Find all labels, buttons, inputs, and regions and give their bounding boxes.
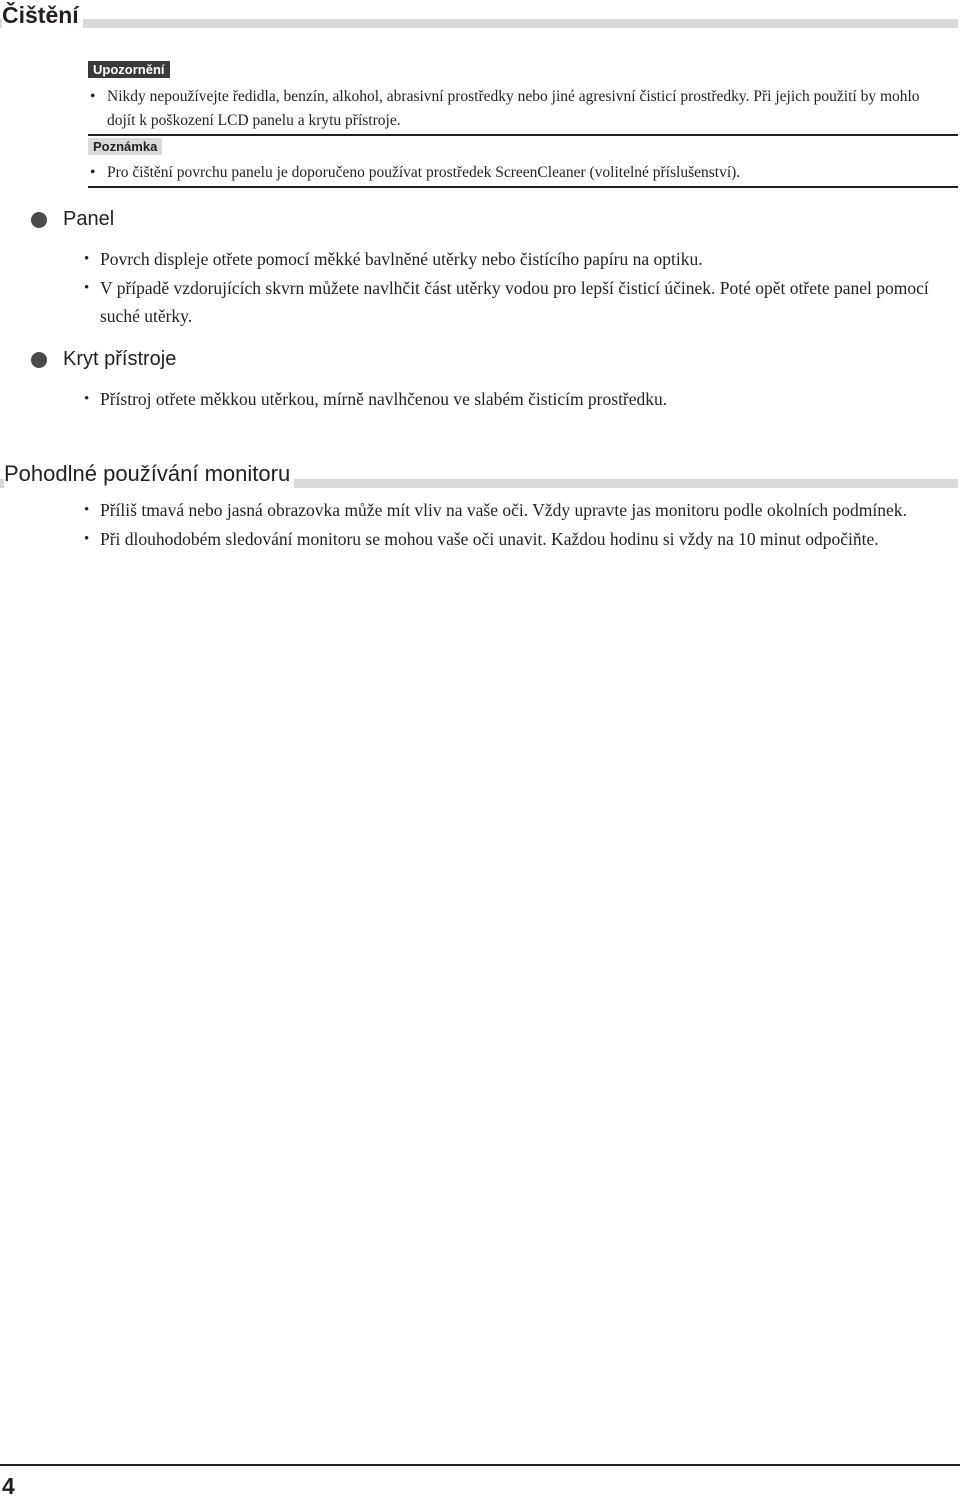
comfort-heading: Pohodlné používání monitoru: [4, 460, 294, 488]
section-title: [0, 0, 960, 32]
cabinet-heading: Kryt přístroje: [63, 348, 177, 370]
page-title: Čištění: [2, 1, 83, 29]
panel-heading: Panel: [63, 208, 115, 230]
warning-divider: [88, 134, 958, 136]
list-item: • Příliš tmavá nebo jasná obrazovka může mít vliv na vaše oči. Vždy upravte jas monitoru podle okolních podmínek.: [84, 496, 954, 524]
note-badge: Poznámka: [88, 138, 162, 155]
warning-label-row: [88, 61, 958, 79]
comfort-section-title: [0, 460, 960, 490]
panel-list: [84, 245, 954, 331]
bullet-circle-icon: [31, 212, 47, 228]
list-item: • Při dlouhodobém sledování monitoru se mohou vaše oči unavit. Každou hodinu si vždy na 10 minut odpočiňte.: [84, 525, 954, 553]
note-divider: [88, 186, 958, 188]
warning-list: [90, 85, 950, 133]
list-item: • V případě vzdorujících skvrn můžete navlhčit část utěrky vodou pro lepší čisticí účinek. Poté opět otřete panel pomocí suché utěrky.: [84, 274, 954, 330]
bullet-circle-icon: [31, 352, 47, 368]
note-list: [90, 161, 950, 185]
note-label-row: [88, 138, 958, 156]
warning-badge: Upozornění: [88, 61, 170, 78]
warning-item: • Nikdy nepoužívejte ředidla, benzín, alkohol, abrasivní prostředky nebo jiné agresivní čisticí prostředky. Při jejich použití by mohlo dojít k poškození LCD panelu a krytu přístroje.: [90, 85, 950, 133]
list-item: • Přístroj otřete měkkou utěrkou, mírně navlhčenou ve slabém čisticím prostředku.: [84, 385, 954, 413]
footer-divider: [0, 1464, 960, 1466]
list-item: • Povrch displeje otřete pomocí měkké bavlněné utěrky nebo čistícího papíru na optiku.: [84, 245, 954, 273]
comfort-list: [84, 496, 954, 554]
page-number: 4: [2, 1473, 15, 1499]
note-item: • Pro čištění povrchu panelu je doporučeno používat prostředek ScreenCleaner (volitelné příslušenství).: [90, 161, 950, 185]
heading-bar: [0, 19, 958, 28]
cabinet-list: [84, 385, 954, 414]
